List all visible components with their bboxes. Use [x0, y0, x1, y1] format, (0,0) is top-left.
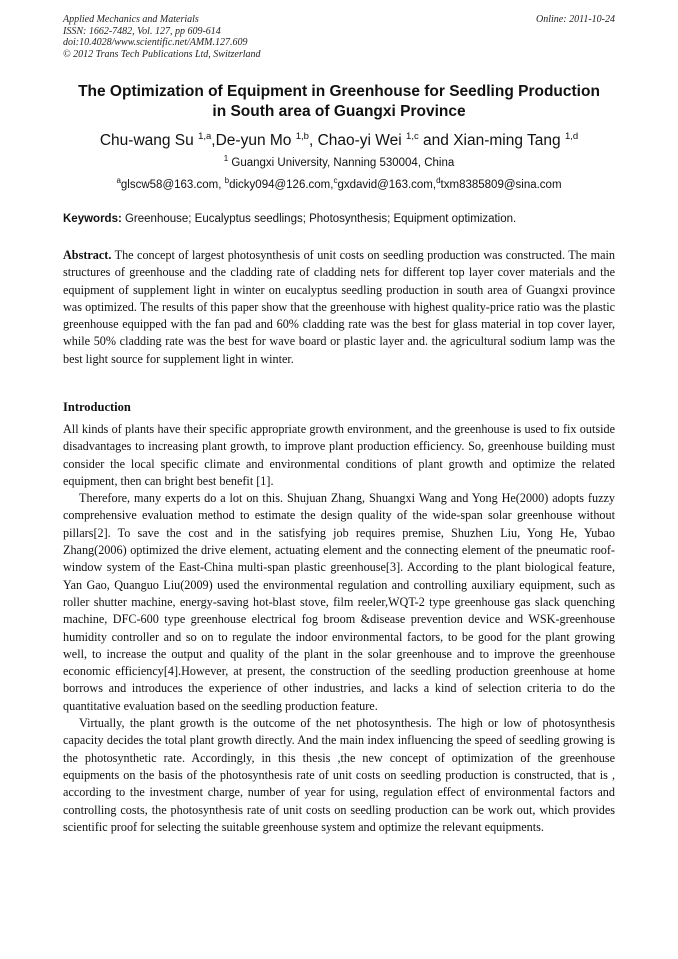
intro-paragraph: Virtually, the plant growth is the outcome of the net photosynthesis. The high or low of photosynthesis capacity decides the total plant growth directly. And the main index influencing the speed of seedling growing is the photosynthetic rate. Accordingly, in this thesis ,the new concept of optimization of the greenhouse equipments on the basis of the photosynthesis rate of unit costs on seedling production is constructed, that is , according to the investment charge, number of year for using, regulation effect of environmental factors and controlling costs, the photosynthesis rate of unit costs on seedling production can be work out, which provides scientific proof for selecting the suitable greenhouse system and optimize the relevant equipments. — [63, 716, 615, 834]
email-mark: a — [116, 176, 121, 185]
introduction-heading: Introduction — [63, 400, 131, 414]
intro-paragraph: All kinds of plants have their specific appropriate growth environment, and the greenhouse is used to fix outside disadvantages to increasing plant growth, to improve plant production efficiency. So, greenhouse building must consider the local specific climate and environmental conditions of plant growth and optimize the related equipment, then can bright best benefit [1]. — [63, 422, 615, 488]
email-mark: c — [333, 176, 338, 185]
abstract-label: Abstract. — [63, 248, 112, 262]
abstract — [63, 247, 615, 368]
online-date: Online: 2011-10-24 — [536, 14, 615, 25]
affiliation-text: Guangxi University, Nanning 530004, China — [231, 157, 455, 169]
author-name: Xian-ming Tang — [453, 132, 561, 149]
keywords-label: Keywords: — [63, 213, 122, 225]
email-address: dicky094@126.com, — [229, 179, 334, 191]
journal-name: Applied Mechanics and Materials — [63, 14, 199, 25]
author-affiliation-mark: 1,a — [198, 131, 212, 142]
author-name: Chao-yi Wei — [317, 132, 402, 149]
email-mark: b — [224, 176, 230, 185]
paper-title — [50, 82, 628, 122]
keywords — [63, 211, 615, 227]
author-name: De-yun Mo — [215, 132, 292, 149]
intro-paragraph: Therefore, many experts do a lot on this. Shujuan Zhang, Shuangxi Wang and Yong He(2000) adopts fuzzy comprehensive evaluation method to estimate the design quality of the wide-span solar greenhouse without pillars[2]. To save the cost and in the satisfying job requires premise, Shuzhen Liu, Yong He, Yubao Zhang(2006) optimized the drive element, actuating element and the connecting element of the pneumatic roof-window system of the East-China multi-span plastic greenhouse[3]. According to the plant biological feature, Yan Gao, Quanguo Liu(2009) used the environmental regulation and controlling auxiliary equipment, such as roller shutter machine, energy-saving hot-blast stove, film reeler,WQT-2 type greenhouse gas slack quenching machine, DFC-600 type greenhouse electrical fog broom &disease prevention device and WSK-greenhouse humidity controller and so on to regulate the indoor environmental factors, to be good for the plant growing well, to increase the output and quality of the plant in the solar greenhouse and to improve the greenhouse economic efficiency[4].However, at present, the construction of the seedling production greenhouse at home borrows and introduces the experience of other industries, and lacks a kind of selection criteria to do the quantitative evaluation based on the seedling production feature. — [63, 491, 615, 713]
author-affiliation-mark: 1,b — [295, 131, 309, 142]
author-list — [40, 130, 638, 152]
introduction-body — [63, 421, 615, 836]
author-separator: and — [418, 132, 454, 149]
copyright-line: © 2012 Trans Tech Publications Ltd, Switzerland — [63, 48, 261, 60]
affiliation-mark: 1 — [223, 154, 229, 163]
abstract-text: The concept of largest photosynthesis of unit costs on seedling production was constructed. The main structures of greenhouse and the cladding rate of cladding nets for different top layer cover materials and the equipment of supplement light in winter on eucalyptus seedling production in south area of Guangxi province was optimized. The results of this paper show that the greenhouse with highest quality-price ratio was the plastic greenhouse equipped with the fan pad and 60% cladding rate was the best for glass material in top cover layer, while 50% cladding rate was the best for wave board or plastic layer and. the agricultural sodium lamp was the best light source for supplement light in winter. — [63, 248, 615, 366]
author-emails — [40, 177, 638, 193]
title-line-1: The Optimization of Equipment in Greenhouse for Seedling Production — [78, 83, 600, 100]
author-name: Chu-wang Su — [99, 132, 194, 149]
email-mark: d — [436, 176, 441, 185]
author-affiliation-mark: 1,c — [406, 131, 419, 142]
email-address: glscw58@163.com, — [120, 179, 225, 191]
issn-line: ISSN: 1662-7482, Vol. 127, pp 609-614 — [63, 25, 221, 37]
author-affiliation-mark: 1,d — [564, 131, 579, 142]
affiliation — [40, 155, 638, 171]
author-separator: , — [211, 132, 216, 149]
title-line-2: in South area of Guangxi Province — [212, 103, 466, 120]
doi-line: doi:10.4028/www.scientific.net/AMM.127.609 — [63, 37, 248, 48]
keywords-text: Greenhouse; Eucalyptus seedlings; Photosynthesis; Equipment optimization. — [121, 213, 517, 225]
author-separator: , — [308, 132, 318, 149]
journal-header — [63, 14, 261, 60]
email-address: txm8385809@sina.com — [440, 179, 562, 191]
email-address: gxdavid@163.com, — [337, 179, 437, 191]
